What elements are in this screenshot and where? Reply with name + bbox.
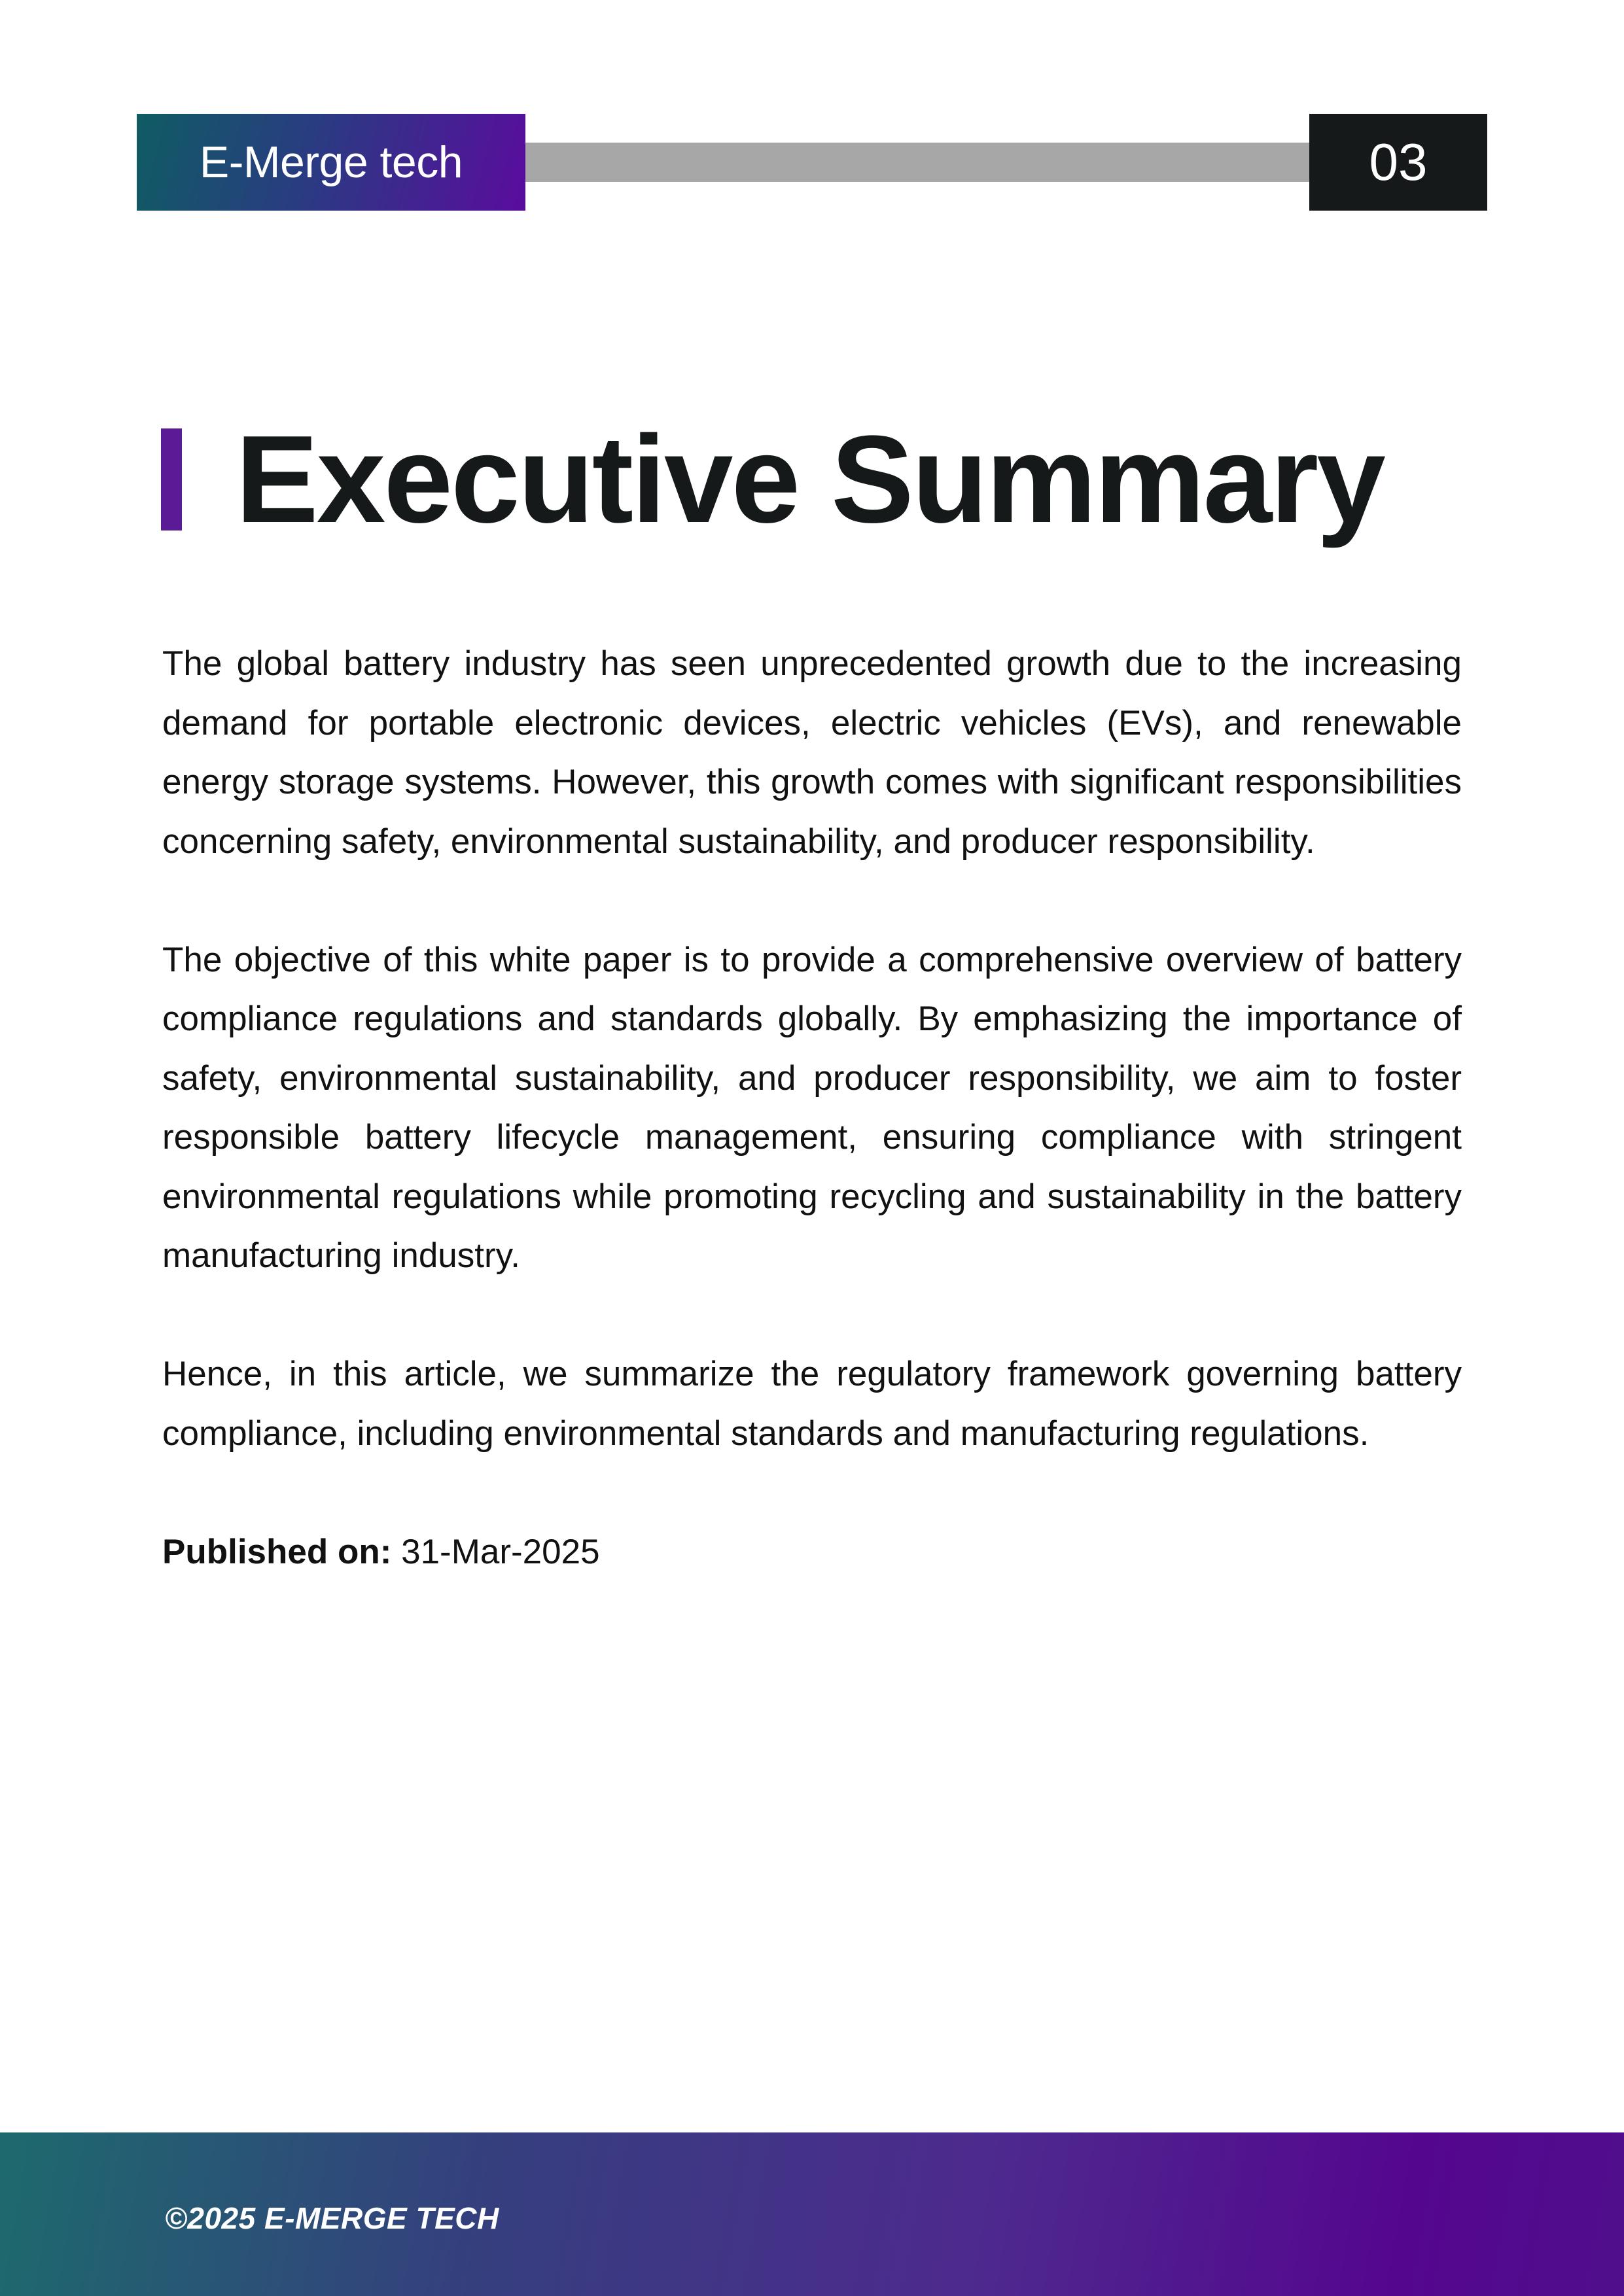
paragraph-3: Hence, in this article, we summarize the regulatory framework governing battery compliance, including environmental standards and manufacturing regulations. <box>162 1355 1462 1453</box>
page-footer <box>0 2132 1624 2296</box>
brand-logo-box <box>137 114 525 211</box>
title-accent-bar <box>161 428 182 531</box>
published-date: 31-Mar-2025 <box>401 1532 600 1571</box>
summary-body <box>162 635 1462 1582</box>
title-section <box>161 410 1384 549</box>
paragraph-2: The objective of this white paper is to provide a comprehensive overview of battery compliance regulations and standards globally. By emphasizing the importance of safety, environmental sustainability, and producer responsibility, we aim to foster responsible battery lifecycle management, ensuring compliance with stringent environmental regulations while promoting recycling and sustainability in the battery manufacturing industry. <box>162 940 1462 1275</box>
brand-name: E-Merge tech <box>199 137 463 187</box>
footer-copyright: ©2025 E-MERGE TECH <box>165 2201 499 2235</box>
page-header <box>137 114 1487 211</box>
published-label: Published on: <box>162 1532 392 1571</box>
page-number: 03 <box>1369 133 1428 191</box>
page-number-box <box>1309 114 1487 211</box>
header-divider-bar <box>525 143 1311 182</box>
published-line <box>162 1523 1462 1582</box>
page-title: Executive Summary <box>236 410 1384 549</box>
paragraph-1: The global battery industry has seen unprecedented growth due to the increasing demand for portable electronic devices, electric vehicles (EVs), and renewable energy storage systems. However, this growth comes with significant responsibilities concerning safety, environmental sustainability, and producer responsibility. <box>162 644 1462 861</box>
